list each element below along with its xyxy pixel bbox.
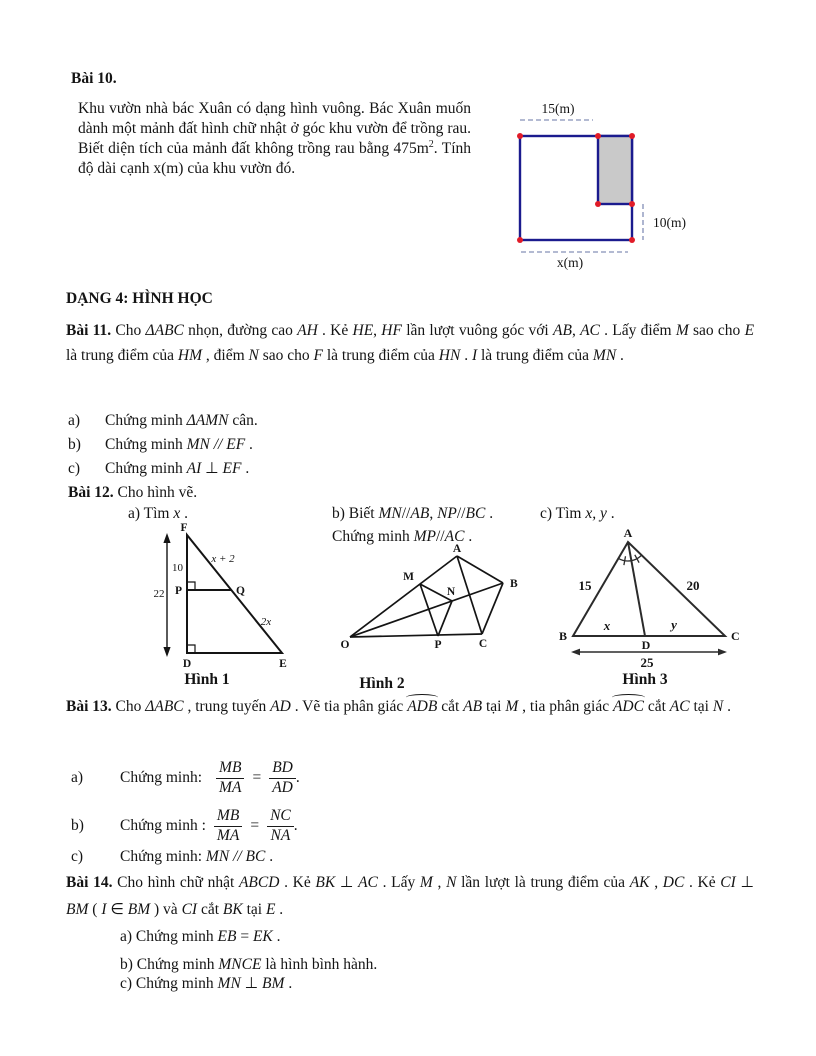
item-marker: a) [68,412,81,429]
right-angle-marks [187,582,195,653]
equals-sign: = [250,817,260,834]
point-label: B [558,629,567,643]
point-label: A [623,528,633,540]
item-text: Chứng minh AI ⊥ EF . [105,460,250,477]
bai14-item-b: b) Chứng minh MNCE là hình bình hành. [120,956,378,973]
measure-value: 2x [260,616,272,628]
fraction-denominator: NA [270,827,291,844]
fraction-denominator: AD [272,779,293,796]
measure-value: x + 2 [211,553,235,565]
measure-value: 20 [686,578,700,593]
hinh2-figure [336,544,526,656]
point-label: C [731,629,740,643]
bai12-part-a-label: a) Tìm x . [128,505,188,522]
garden-figure [490,95,760,280]
point-label: M [403,571,414,583]
item-label: Chứng minh: [120,769,203,786]
item-marker: b) [68,435,81,453]
fraction [214,807,242,845]
hinh2-lines [350,556,503,637]
bai14-item-a: a) Chứng minh EB = EK . [120,928,281,945]
fraction-numerator: MB [216,759,244,779]
measure-value: x [603,618,611,633]
fraction-denominator: MA [219,779,242,796]
list-item [68,412,258,436]
list-item [68,436,258,460]
period: . [295,769,300,786]
bai10-paragraph: Khu vườn nhà bác Xuân có dạng hình vuông. Bác Xuân muốn dành một mảnh đất hình chữ nhật ở góc khu vườn để trồng rau. Biết diện tích của mảnh đất không trồng rau bằng $475m^2$. Tính độ dài cạnh x(m) của khu vườn đó. [78,100,471,177]
list-item [68,459,258,483]
item-text: Chứng minh: MN // BC . [120,848,274,865]
hinh3-caption: Hình 3 [622,671,668,688]
fraction [267,807,294,845]
bai13-item-a [71,757,300,799]
period: . [293,817,298,834]
dim-label-bottom: x(m) [556,255,584,270]
vegetable-plot-rect [598,136,632,204]
dim-label-top: 15(m) [541,101,575,116]
bai10-heading: Bài 10. [71,70,117,87]
fraction-numerator: NC [267,807,294,827]
bai12-title: Bài 12. Cho hình vẽ. [68,484,198,501]
point-label: O [340,639,350,651]
fraction [269,759,296,797]
point-label: B [510,578,518,590]
point-label: A [452,544,462,555]
bai12-part-b-label-line1: b) Biết MN//AB, NP//BC . [332,505,494,522]
item-marker: c) [71,848,84,865]
bai11-paragraph: Bài 11. Cho ΔABC nhọn, đường cao AH . Kẻ HE, HF lần lượt vuông góc với AB, AC . Lấy điểm M sao cho E là trung điểm của HM , điểm N sao cho F là trung điểm của HN . I là trung điểm của MN . [66,322,755,364]
point-label: F [180,522,188,534]
hinh1-point-labels [175,522,287,670]
item-text: Chứng minh MN // EF . [105,435,253,453]
hinh1-caption: Hình 1 [184,671,230,688]
point-label: P [174,585,182,597]
point-label: D [182,658,192,670]
hinh1-figure [150,520,300,672]
bai12-part-b-label-line2: Chứng minh MP//AC . [332,528,473,545]
point-label: Q [236,585,245,597]
item-text: Chứng minh ΔAMN cân. [105,412,258,429]
fraction [216,759,244,797]
item-marker: c) [68,460,81,477]
fraction-numerator: BD [269,759,296,779]
point-label: P [434,639,442,651]
item-marker: a) [71,769,84,786]
hinh3-measure-labels [579,578,700,670]
bai12-part-c-label: c) Tìm x, y . [540,505,615,522]
point-label: D [641,638,651,652]
bai14-paragraph: Bài 14. Cho hình chữ nhật ABCD . Kẻ BK ⊥ AC . Lấy M , N lần lượt là trung điểm của AK , DC . Kẻ CI ⊥ BM ( I ∈ BM ) và CI cắt BK tại E . [66,874,754,918]
measure-value: 15 [578,578,592,593]
measure-value: 25 [640,655,654,670]
hinh3-figure [535,528,765,673]
bai11-list [68,412,258,483]
item-marker: b) [71,817,84,834]
garden-outline [520,136,632,240]
hinh3-triangle [573,542,725,636]
hinh2-caption: Hình 2 [359,675,405,692]
measure-value: y [671,617,677,632]
item-label: Chứng minh : [120,817,206,834]
bai13-paragraph: Bài 13. Cho ΔABC , trung tuyến AD . Vẽ tia phân giác ADB cắt AB tại M , tia phân giác ADC cắt AC tại N . [66,698,731,715]
fraction-denominator: MA [216,827,240,844]
equals-sign: = [252,769,262,786]
point-label: N [446,586,456,598]
fraction-numerator: MB [214,807,242,827]
dang4-heading: DẠNG 4: HÌNH HỌC [66,290,213,307]
bai13-item-c [71,846,273,868]
point-label: E [279,658,287,670]
bai14-item-c: c) Chứng minh MN ⊥ BM . [120,975,293,992]
measure-value: 10 [172,562,183,574]
point-label: C [478,638,488,650]
bai13-item-b [71,805,298,847]
measure-value: 22 [153,588,165,600]
dim-label-right: 10(m) [653,215,686,230]
